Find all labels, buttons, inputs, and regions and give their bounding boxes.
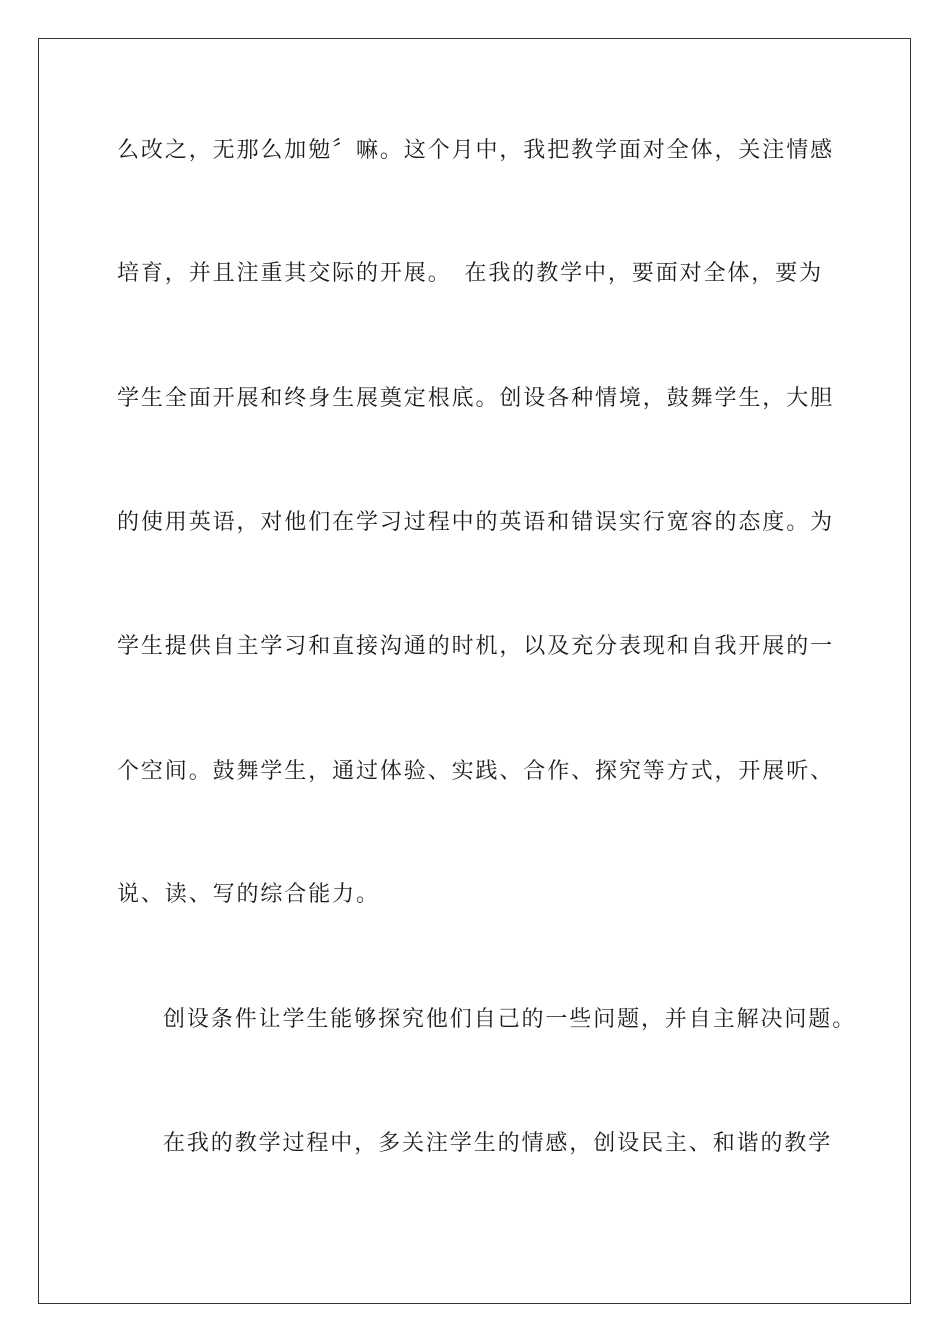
paragraph-first-line: 在我的教学过程中，多关注学生的情感，创设民主、和谐的教学 bbox=[163, 1131, 833, 1156]
body-text-line: 的使用英语，对他们在学习过程中的英语和错误实行宽容的态度。为 bbox=[117, 510, 835, 535]
body-text-line: 培育，并且注重其交际的开展。 在我的教学中，要面对全体，要为 bbox=[117, 261, 824, 286]
body-text-line: 学生提供自主学习和直接沟通的时机，以及充分表现和自我开展的一 bbox=[117, 634, 835, 659]
body-text-line: 学生全面开展和终身生展奠定根底。创设各种情境，鼓舞学生，大胆 bbox=[117, 386, 835, 411]
body-text-line: 么改之，无那么加勉〞嘛。这个月中，我把教学面对全体，关注情感 bbox=[117, 138, 835, 163]
body-text-line: 个空间。鼓舞学生，通过体验、实践、合作、探究等方式，开展听、 bbox=[117, 759, 835, 784]
body-text-line: 说、读、写的综合能力。 bbox=[117, 882, 380, 907]
paragraph-first-line: 创设条件让学生能够探究他们自己的一些问题，并自主解决问题。 bbox=[163, 1007, 857, 1032]
page-border bbox=[38, 38, 911, 1304]
